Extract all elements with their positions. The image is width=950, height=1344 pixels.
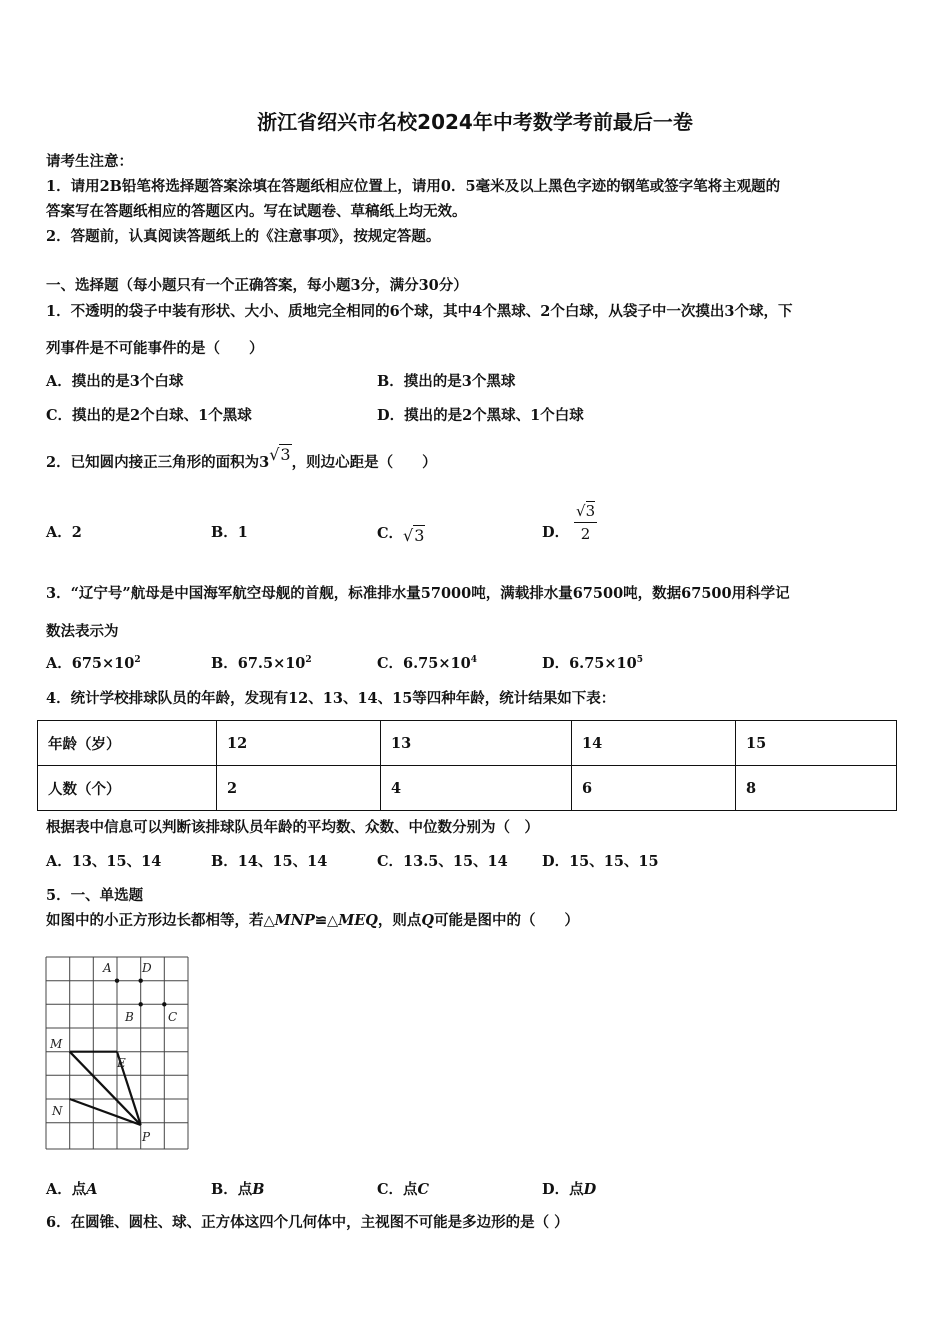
q5-option-c xyxy=(377,1180,429,1200)
q2-option-b: B．1 xyxy=(211,524,248,541)
q4-line-2: 根据表中信息可以判断该排球队员年龄的平均数、众数、中位数分别为（ ） xyxy=(46,819,539,836)
table-row xyxy=(38,766,897,811)
sqrt-symbol: √3 xyxy=(403,526,425,545)
q5-triangle-mnp: MNP xyxy=(274,912,315,929)
table-cell: 12 xyxy=(217,721,381,766)
q5-triangle-meq: MEQ xyxy=(338,912,378,929)
notice-line-2: 2．答题前，认真阅读答题纸上的《注意事项》，按规定答题。 xyxy=(46,228,441,245)
table-cell: 13 xyxy=(381,721,572,766)
q5-text-mid: ，则点 xyxy=(377,912,422,929)
q3-option-c xyxy=(377,654,477,674)
q5-text-post: 可能是图中的（ ） xyxy=(434,912,580,929)
q3-option-c-base: C．6.75×10 xyxy=(377,655,471,672)
q5-option-b-label: B．点 xyxy=(211,1181,253,1198)
q5-option-c-label: C．点 xyxy=(377,1181,418,1198)
grid-figure xyxy=(44,955,190,1151)
q5-text-pre: 如图中的小正方形边长都相等，若△ xyxy=(46,912,275,929)
table-cell: 14 xyxy=(572,721,736,766)
q5-option-a xyxy=(46,1180,98,1200)
q2-stem-post: ，则边心距是（ ） xyxy=(291,454,437,471)
q4-option-a: A．13、15、14 xyxy=(46,853,162,870)
q1-option-d: D．摸出的是2个黑球、1个白球 xyxy=(377,407,584,424)
q1-option-b: B．摸出的是3个黑球 xyxy=(377,373,516,390)
q3-line-1: 3．“辽宁号”航母是中国海军航空母舰的首舰，标准排水量57000吨，满载排水量67500吨，数据67500用科学记 xyxy=(46,585,790,602)
q2-option-c xyxy=(377,523,425,544)
label-m: M xyxy=(50,1037,63,1051)
section-heading: 一、选择题（每小题只有一个正确答案，每小题3分，满分30分） xyxy=(46,277,468,294)
q2-option-d-label: D． xyxy=(542,524,570,541)
sqrt-symbol: √3 xyxy=(269,445,291,464)
q5-congruent-symbol: ≌△ xyxy=(314,912,339,929)
q3-option-a-base: A．675×10 xyxy=(46,655,135,672)
q2-stem-pre: 2．已知圆内接正三角形的面积为3 xyxy=(46,454,270,471)
q3-option-d-base: D．6.75×10 xyxy=(542,655,637,672)
notice-heading: 请考生注意： xyxy=(46,153,133,170)
label-e: E xyxy=(117,1056,126,1070)
table-cell: 6 xyxy=(572,766,736,811)
q5-option-d-point: D xyxy=(583,1181,597,1198)
q5-option-b xyxy=(211,1180,265,1200)
q5-point-q: Q xyxy=(421,912,435,929)
q2-option-c-label: C． xyxy=(377,525,404,542)
table-cell: 人数（个） xyxy=(38,766,217,811)
label-d: D xyxy=(142,961,152,975)
triangle-mnp-mep xyxy=(70,1052,141,1125)
label-n: N xyxy=(52,1104,63,1118)
table-cell: 15 xyxy=(736,721,897,766)
q3-option-a-exponent: 2 xyxy=(134,655,141,665)
q5-option-a-point: A xyxy=(86,1181,98,1198)
q3-option-b xyxy=(211,654,312,674)
q1-option-c: C．摸出的是2个白球、1个黑球 xyxy=(46,407,252,424)
q3-option-a xyxy=(46,654,141,674)
fraction-denominator: 2 xyxy=(580,525,591,543)
q3-option-d-exponent: 5 xyxy=(636,655,643,665)
q2-option-d-radicand: 3 xyxy=(585,502,596,520)
q5-line-1: 5．一、单选题 xyxy=(46,887,144,904)
q2-stem xyxy=(46,445,437,473)
q1-line-1: 1．不透明的袋子中装有形状、大小、质地完全相同的6个球，其中4个黑球、2个白球，从袋子中一次摸出3个球，下 xyxy=(46,303,793,320)
notice-line-1a: 1．请用2B铅笔将选择题答案涂填在答题纸相应位置上，请用0．5毫米及以上黑色字迹的钢笔或签字笔将主观题的 xyxy=(46,178,781,195)
table-cell: 2 xyxy=(217,766,381,811)
q3-option-b-base: B．67.5×10 xyxy=(211,655,306,672)
label-p: P xyxy=(142,1130,151,1144)
label-c: C xyxy=(168,1010,178,1024)
q1-line-2: 列事件是不可能事件的是（ ） xyxy=(46,340,264,357)
age-table xyxy=(37,720,897,811)
q5-option-d xyxy=(542,1180,596,1200)
q5-option-c-point: C xyxy=(417,1181,430,1198)
table-cell: 4 xyxy=(381,766,572,811)
q5-line-2 xyxy=(46,911,579,931)
label-b: B xyxy=(125,1010,134,1024)
fraction-numerator: √3 xyxy=(574,502,597,523)
q4-option-d: D．15、15、15 xyxy=(542,853,659,870)
q2-radicand: 3 xyxy=(280,445,291,464)
q4-option-b: B．14、15、14 xyxy=(211,853,328,870)
q2-option-a: A．2 xyxy=(46,524,82,541)
q3-option-d xyxy=(542,654,643,674)
q5-option-a-label: A．点 xyxy=(46,1181,87,1198)
q2-option-d-fraction xyxy=(574,502,597,543)
q5-option-b-point: B xyxy=(252,1181,265,1198)
q3-option-c-exponent: 4 xyxy=(470,655,477,665)
table-cell: 8 xyxy=(736,766,897,811)
q4-option-c: C．13.5、15、14 xyxy=(377,853,508,870)
q5-option-d-label: D．点 xyxy=(542,1181,584,1198)
table-row xyxy=(38,721,897,766)
q2-option-c-radicand: 3 xyxy=(414,526,425,545)
label-a: A xyxy=(103,961,112,975)
q1-option-a: A．摸出的是3个白球 xyxy=(46,373,184,390)
q3-line-2: 数法表示为 xyxy=(46,623,119,640)
notice-line-1b: 答案写在答题纸相应的答题区内。写在试题卷、草稿纸上均无效。 xyxy=(46,203,467,220)
q3-option-b-exponent: 2 xyxy=(305,655,312,665)
table-cell: 年龄（岁） xyxy=(38,721,217,766)
q4-line-1: 4．统计学校排球队员的年龄，发现有12、13、14、15等四种年龄，统计结果如下表： xyxy=(46,690,616,707)
page-title: 浙江省绍兴市名校2024年中考数学考前最后一卷 xyxy=(257,110,693,134)
q6-line-1: 6．在圆锥、圆柱、球、正方体这四个几何体中，主视图不可能是多边形的是（ ） xyxy=(46,1214,569,1231)
